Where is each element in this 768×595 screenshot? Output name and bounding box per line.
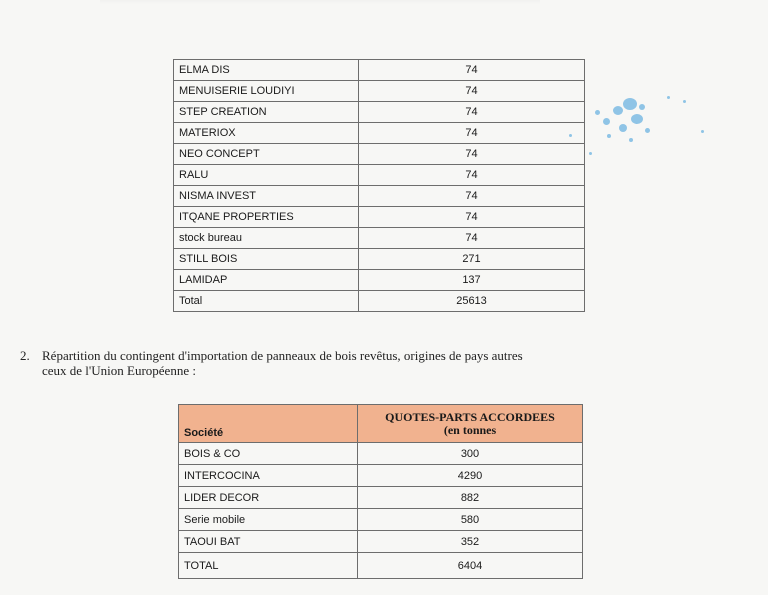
table-row: [179, 465, 583, 487]
company-cell: LAMIDAP: [174, 270, 359, 291]
table-row: [174, 207, 585, 228]
table-row: [174, 165, 585, 186]
quota-cell: 74: [359, 207, 585, 228]
company-cell: STEP CREATION: [174, 102, 359, 123]
section-2-paragraph: [20, 348, 740, 378]
company-cell: MENUISERIE LOUDIYI: [174, 81, 359, 102]
table-row: [179, 509, 583, 531]
company-cell: STILL BOIS: [174, 249, 359, 270]
total-label: Total: [174, 291, 359, 312]
company-cell: Serie mobile: [179, 509, 358, 531]
table-row: [174, 102, 585, 123]
quota-cell: 74: [359, 81, 585, 102]
quota-cell: 271: [359, 249, 585, 270]
quota-cell: 74: [359, 186, 585, 207]
section-number: 2.: [20, 348, 30, 363]
total-value: 25613: [359, 291, 585, 312]
quota-cell: 352: [358, 531, 583, 553]
quota-cell: 300: [358, 443, 583, 465]
ink-stain: [575, 90, 715, 180]
table-row: [179, 443, 583, 465]
table-row: [174, 270, 585, 291]
company-cell: NEO CONCEPT: [174, 144, 359, 165]
previous-page-edge: [100, 0, 540, 4]
table-row: [174, 123, 585, 144]
table-row: [174, 60, 585, 81]
table-row: [174, 144, 585, 165]
company-cell: MATERIOX: [174, 123, 359, 144]
quota-header-line-1: QUOTES-PARTS ACCORDEES: [385, 409, 555, 424]
company-cell: ELMA DIS: [174, 60, 359, 81]
quota-cell: 74: [359, 165, 585, 186]
quota-cell: 580: [358, 509, 583, 531]
table-row: [179, 531, 583, 553]
company-cell: LIDER DECOR: [179, 487, 358, 509]
total-label: TOTAL: [179, 553, 358, 579]
company-cell: TAOUI BAT: [179, 531, 358, 553]
company-cell: ITQANE PROPERTIES: [174, 207, 359, 228]
company-cell: BOIS & CO: [179, 443, 358, 465]
quota-table-2: [178, 404, 583, 579]
total-row: [174, 291, 585, 312]
quota-cell: 137: [359, 270, 585, 291]
table-row: [174, 186, 585, 207]
quota-cell: 882: [358, 487, 583, 509]
quota-table-1: [173, 59, 585, 312]
quota-header-line-2: (en tonnes: [443, 422, 497, 437]
quota-cell: 74: [359, 228, 585, 249]
table-row: [174, 228, 585, 249]
total-row: [179, 553, 583, 579]
company-cell: RALU: [174, 165, 359, 186]
quota-cell: 74: [359, 144, 585, 165]
section-text-line-1: Répartition du contingent d'importation de panneaux de bois revêtus, origines de pays autres: [42, 348, 523, 363]
column-header-quota: [358, 405, 583, 443]
section-text-line-2: ceux de l'Union Européenne :: [42, 363, 196, 378]
quota-cell: 74: [359, 60, 585, 81]
table-header-row: [179, 405, 583, 443]
quota-cell: 4290: [358, 465, 583, 487]
company-cell: NISMA INVEST: [174, 186, 359, 207]
quota-cell: 74: [359, 123, 585, 144]
column-header-company: Société: [179, 405, 358, 443]
company-cell: stock bureau: [174, 228, 359, 249]
table-row: [174, 249, 585, 270]
total-value: 6404: [358, 553, 583, 579]
company-cell: INTERCOCINA: [179, 465, 358, 487]
quota-cell: 74: [359, 102, 585, 123]
table-row: [174, 81, 585, 102]
table-row: [179, 487, 583, 509]
